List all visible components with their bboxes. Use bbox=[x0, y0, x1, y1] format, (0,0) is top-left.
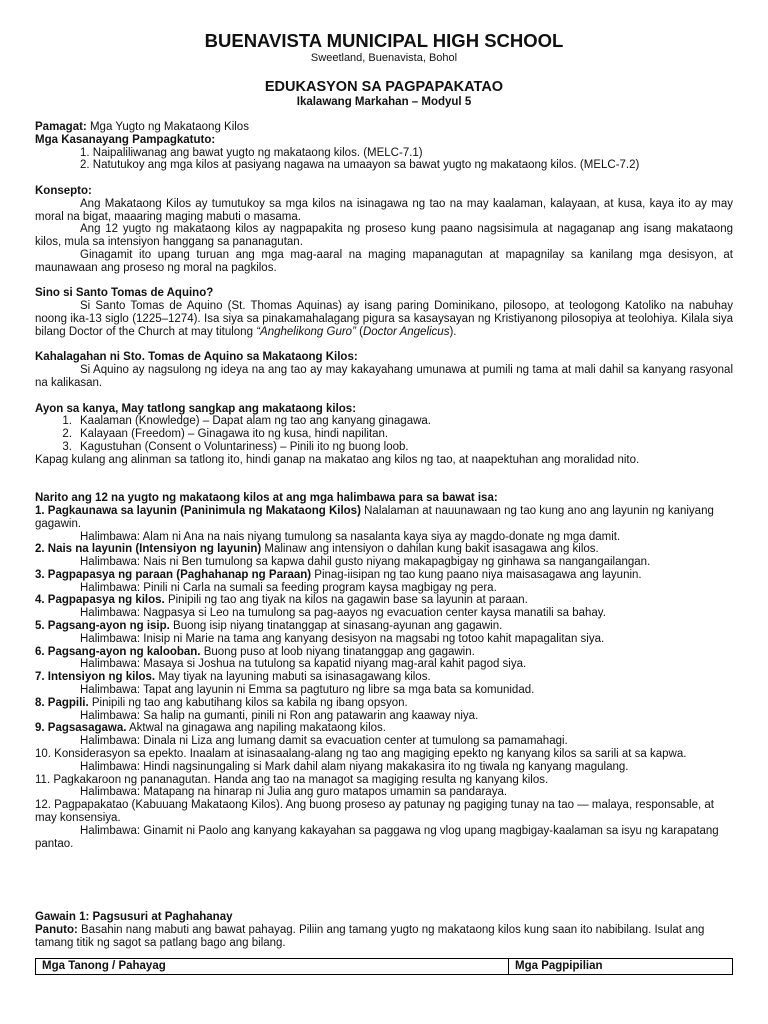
stage-item: 7. Intensiyon ng kilos. May tiyak na layuning mabuti sa isinasagawang kilos. bbox=[35, 671, 431, 684]
answer-table bbox=[35, 958, 733, 975]
stage-item: 6. Pagsang-ayon ng kalooban. Buong puso at loob niyang tinatanggap ang gagawin. bbox=[35, 645, 475, 658]
stage-item: 11. Pagkakaroon ng pananagutan. Handa ang tao na managot sa magiging resulta ng kanyang kilos. bbox=[35, 773, 549, 786]
stage-item: 5. Pagsang-ayon ng isip. Buong isip niyang tinatanggap at sinasang-ayunan ang gagawin. bbox=[35, 620, 503, 633]
aquinas-label: Sino si Santo Tomas de Aquino? bbox=[35, 287, 214, 300]
stages-label: Narito ang 12 na yugto ng makataong kilos at ang mga halimbawa para sa bawat isa: bbox=[35, 492, 498, 505]
elements-list bbox=[35, 415, 733, 453]
stage-example: Halimbawa: Alam ni Ana na nais niyang tumulong sa nasalanta kaya siya ay magdo-donate ng mga damit. bbox=[80, 530, 621, 543]
elements-label: Ayon sa kanya, May tatlong sangkap ang makataong kilos: bbox=[35, 402, 357, 415]
stage-example: Halimbawa: Nagpasya si Leo na tumulong sa pag-aayos ng evacuation center kaysa manatili sa bahay. bbox=[80, 607, 606, 620]
list-item: 2. Kalayaan (Freedom) – Ginagawa ito ng kusa, hindi napilitan. bbox=[62, 428, 389, 441]
competency-item: 2. Natutukoy ang mga kilos at pasiyang nagawa na umaayon sa bawat yugto ng makataong kilos. (MELC-7.2) bbox=[80, 159, 640, 172]
stage-example: Halimbawa: Tapat ang layunin ni Emma sa pagtuturo ng libre sa mga bata sa komunidad. bbox=[80, 684, 535, 697]
competencies-label: Mga Kasanayang Pampagkatuto: bbox=[35, 133, 216, 146]
title-label: Pamagat: bbox=[35, 121, 87, 133]
competency-item: 1. Naipaliliwanag ang bawat yugto ng makataong kilos. (MELC-7.1) bbox=[80, 146, 423, 159]
school-address: Sweetland, Buenavista, Bohol bbox=[310, 52, 458, 64]
concept-paragraph: Ang 12 yugto ng makataong kilos ay nagpapakita ng proseso kung paano nagsisimula at nagaganap ang isang makataong kilos, mula sa intensiyon hanggang sa pananagutan. bbox=[35, 223, 733, 249]
quarter-module: Ikalawang Markahan – Modyul 5 bbox=[296, 96, 472, 108]
table-header-choices: Mga Pagpipilian bbox=[509, 958, 733, 974]
stage-item: 12. Pagpapakatao (Kabuuang Makataong Kilos). Ang buong proseso ay patunay ng pagiging tunay na tao — malaya, responsable, at may konsensiya. bbox=[35, 799, 714, 825]
stage-item: 3. Pagpapasya ng paraan (Paghahanap ng Paraan) Pinag-iisipan ng tao kung paano niya maisasagawa ang layunin. bbox=[35, 568, 642, 581]
stage-item: 9. Pagsasagawa. Aktwal na ginagawa ang napiling makataong kilos. bbox=[35, 722, 386, 735]
stage-example: Halimbawa: Sa halip na gumanti, pinili ni Ron ang patawarin ang kaaway niya. bbox=[80, 709, 479, 722]
elements-note: Kapag kulang ang alinman sa tatlong ito, hindi ganap na makatao ang kilos ng tao, at naapektuhan ang moralidad nito. bbox=[35, 453, 640, 466]
title-value: Mga Yugto ng Makataong Kilos bbox=[86, 121, 249, 133]
aquinas-paragraph: Si Santo Tomas de Aquino (St. Thomas Aquinas) ay isang paring Dominikano, pilosopo, at teologong Katoliko na nabuhay noong ika-13 siglo (1225–1274). Isa siya sa pinakamahalagang pigura sa kasaysayan ng Kristiyanong pilosopiya at teolohiya. Kilala siya bilang Doctor of the Church at may titulong “Anghelikong Guro” (Doctor Angelicus). bbox=[35, 300, 733, 338]
stage-example: Halimbawa: Ginamit ni Paolo ang kanyang kakayahan sa paggawa ng vlog upang magbigay-kaalaman sa isyu ng karapatang pantao. bbox=[35, 824, 719, 850]
stage-example: Halimbawa: Matapang na hinarap ni Julia ang guro matapos umamin sa pandaraya. bbox=[80, 786, 508, 799]
stage-item: 2. Nais na layunin (Intensiyon ng layunin) Malinaw ang intensiyon o dahilan kung bakit isasagawa ang kilos. bbox=[35, 543, 599, 556]
stage-item: 4. Pagpapasya ng kilos. Pinipili ng tao ang tiyak na kilos na gagawin base sa layunin at paraan. bbox=[35, 594, 528, 607]
stage-example: Halimbawa: Dinala ni Liza ang lumang damit sa evacuation center at tumulong sa pamamahagi. bbox=[80, 735, 568, 748]
activity-instruction: Panuto: Basahin nang mabuti ang bawat pahayag. Piliin ang tamang yugto ng makataong kilos kung saan ito nabibilang. Isulat ang tamang titik ng sagot sa patlang bago ang bilang. bbox=[35, 924, 705, 949]
school-name: BUENAVISTA MUNICIPAL HIGH SCHOOL bbox=[204, 30, 564, 51]
stage-example: Halimbawa: Masaya si Joshua na tutulong sa kapatid niyang mag-aral kahit pagod siya. bbox=[80, 658, 527, 671]
title-line bbox=[35, 121, 733, 134]
list-item: 3. Kagustuhan (Consent o Voluntariness) – Pinili ito ng buong loob. bbox=[62, 440, 409, 453]
stage-item: 8. Pagpili. Pinipili ng tao ang kabutihang kilos sa kabila ng ibang opsyon. bbox=[35, 696, 408, 709]
stages-list bbox=[35, 505, 733, 851]
stage-example: Halimbawa: Nais ni Ben tumulong sa kapwa dahil gusto niyang makapagbigay ng ginhawa sa nangangailangan. bbox=[80, 556, 651, 569]
stage-example: Halimbawa: Inisip ni Marie na tama ang kanyang desisyon na magsabi ng totoo kahit mapagalitan siya. bbox=[80, 632, 605, 645]
importance-label: Kahalagahan ni Sto. Tomas de Aquino sa Makataong Kilos: bbox=[35, 351, 358, 364]
concept-paragraph: Ginagamit ito upang turuan ang mga mag-aaral na maging mapanagutan at mapagnilay sa kanilang mga desisyon, at maunawaan ang proseso ng moral na pagkilos. bbox=[35, 248, 733, 274]
stage-item: 1. Pagkaunawa sa layunin (Paninimula ng Makataong Kilos) Nalalaman at nauunawaan ng tao kung ano ang layunin ng kaniyang gagawin. bbox=[35, 504, 714, 530]
activity-title: Gawain 1: Pagsusuri at Paghahanay bbox=[35, 911, 233, 924]
stage-item: 10. Konsiderasyon sa epekto. Inaalam at isinasaalang-alang ng tao ang magiging epekto ng kanyang kilos sa sarili at sa kapwa. bbox=[35, 748, 687, 761]
stage-example: Halimbawa: Pinili ni Carla na sumali sa feeding program kaysa magbigay ng pera. bbox=[80, 581, 497, 594]
stage-example: Halimbawa: Hindi nagsinungaling si Mark dahil alam niyang makakasira ito ng tiwala ng kanyang magulang. bbox=[80, 760, 629, 773]
list-item: 1. Kaalaman (Knowledge) – Dapat alam ng tao ang kanyang ginagawa. bbox=[62, 415, 431, 428]
concept-paragraph: Ang Makataong Kilos ay tumutukoy sa mga kilos na isinagawa ng tao na may kaalaman, kalayaan, at kusa, kaya ito ay may moral na bigat, maaaring maging mabuti o masama. bbox=[35, 197, 733, 223]
table-header-row bbox=[36, 958, 733, 974]
concept-label: Konsepto: bbox=[35, 184, 92, 197]
subject-title: EDUKASYON SA PAGPAPAKATAO bbox=[264, 79, 504, 95]
importance-paragraph: Si Aquino ay nagsulong ng ideya na ang tao ay may kakayahang umunawa at pumili ng tama at mali dahil sa kanyang rasyonal na kalikasan. bbox=[35, 364, 733, 389]
table-header-questions: Mga Tanong / Pahayag bbox=[36, 958, 509, 974]
